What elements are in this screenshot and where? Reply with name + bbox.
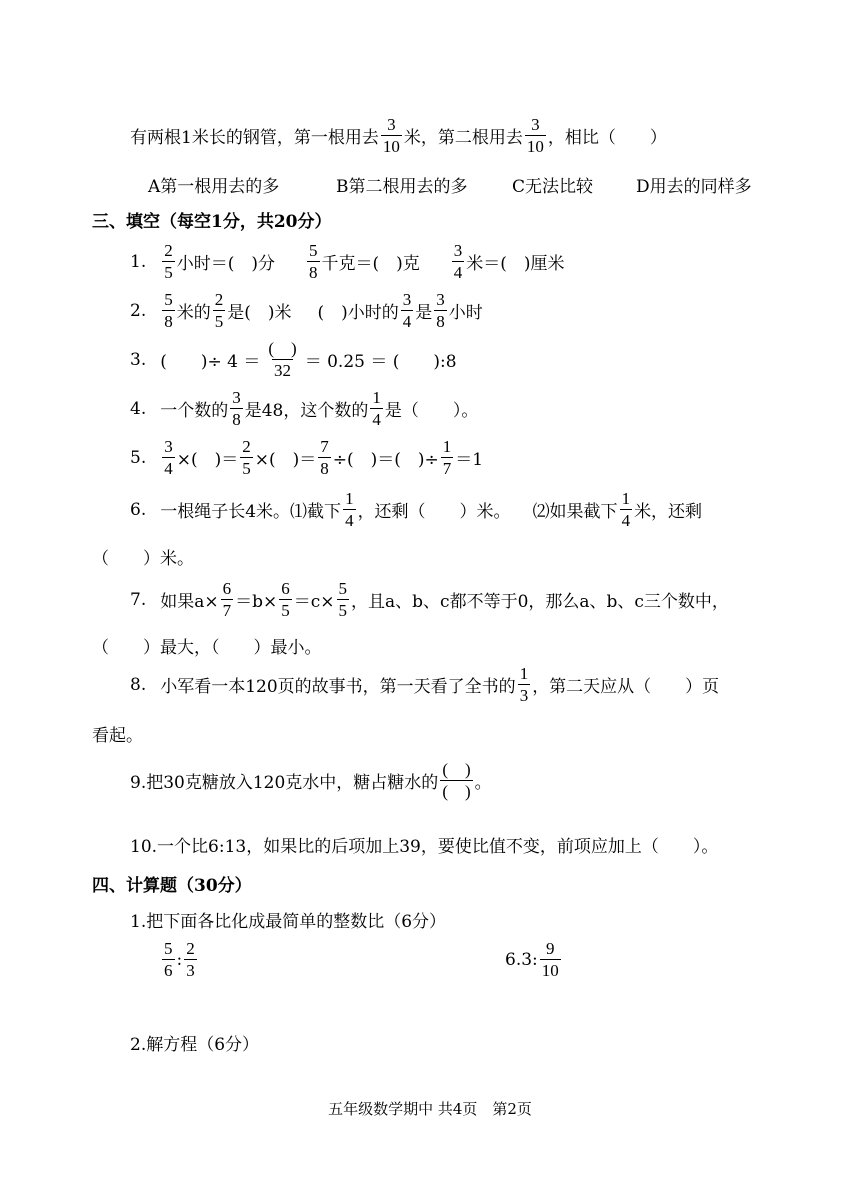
option-d: D用去的同样多 xyxy=(636,177,752,197)
fraction: $\frac{3}{10}$ xyxy=(526,115,544,156)
q3-10: 10.一个比6:13，如果比的后项加上39，要使比值不变，前项应加上（ ）。 xyxy=(130,837,719,857)
fraction: $\frac{7}{8}$ xyxy=(320,437,329,478)
question-prev-options xyxy=(148,172,752,197)
fraction: $\frac{1}{4}$ xyxy=(345,489,354,530)
q-prev-text-a: 有两根1米长的钢管，第一根用去 xyxy=(130,128,379,148)
q3-5: 5. $\frac{3}{4}$ ×( )＝ $\frac{2}{5}$ ×( )＝ $\frac{7}{8}$ ÷( )＝( )÷ $\frac{1}{7}$ ＝1 xyxy=(130,437,484,478)
q4-2-title: 2.解方程（6分） xyxy=(130,1035,260,1055)
option-b: B第二根用去的多 xyxy=(336,177,468,197)
fraction: $\frac{( )}{32}$ xyxy=(268,339,297,380)
section-4-heading: 四、计算题（30分） xyxy=(92,876,252,896)
q3-6: 6. 一根绳子长4米。⑴截下 $\frac{1}{4}$ ，还剩（ ）米。 ⑵如果截下 $\frac{1}{4}$ 米，还剩 xyxy=(130,489,703,530)
q3-1: 1. $\frac{2}{5}$ 小时＝( )分 $\frac{5}{8}$ 千克＝( )克 $\frac{3}{4}$ 米＝( )厘米 xyxy=(130,241,565,282)
q-prev-text-c: ，相比（ ） xyxy=(547,128,667,148)
q-prev-text-b: 米，第二根用去 xyxy=(403,128,523,148)
fraction: $\frac{1}{4}$ xyxy=(621,489,631,530)
option-a: A第一根用去的多 xyxy=(148,177,280,197)
fraction: $\frac{6}{5}$ xyxy=(281,579,290,620)
q4-1-a: $\frac{5}{6}$ : $\frac{2}{3}$ xyxy=(164,939,195,980)
fraction: $\frac{2}{5}$ xyxy=(242,437,251,478)
q4-1-title: 1.把下面各比化成最简单的整数比（6分） xyxy=(130,912,447,932)
fraction: $\frac{( )}{( )}$ xyxy=(442,760,471,801)
fraction: $\frac{9}{10}$ xyxy=(541,939,559,980)
fraction: $\frac{3}{8}$ xyxy=(436,290,445,331)
fraction: $\frac{2}{3}$ xyxy=(186,939,195,980)
option-c: C无法比较 xyxy=(512,177,594,197)
q3-3: 3. ( )÷ 4 ＝ $\frac{( )}{32}$ ＝ 0.25 ＝ ( ):8 xyxy=(130,339,457,380)
fraction: $\frac{5}{5}$ xyxy=(338,579,348,620)
fraction: $\frac{5}{8}$ xyxy=(164,290,173,331)
fraction: $\frac{3}{10}$ xyxy=(382,115,400,156)
fraction: $\frac{5}{8}$ xyxy=(309,241,318,282)
fraction: $\frac{1}{4}$ xyxy=(372,388,381,429)
page-footer: 五年级数学期中 共4页 第2页 xyxy=(328,1100,532,1118)
question-prev xyxy=(130,116,667,155)
q3-6-cont: （ ）米。 xyxy=(92,549,194,569)
section-3-heading: 三、填空（每空1分，共20分） xyxy=(92,212,332,232)
q3-2: 2. $\frac{5}{8}$ 米的 $\frac{2}{5}$ 是( )米 ( )小时的 $\frac{3}{4}$ 是 $\frac{3}{8}$ 小时 xyxy=(130,290,483,331)
q3-8-cont: 看起。 xyxy=(92,726,143,746)
fraction: $\frac{6}{7}$ xyxy=(222,579,232,620)
fraction: $\frac{3}{4}$ xyxy=(402,290,412,331)
fraction: $\frac{3}{4}$ xyxy=(164,437,173,478)
q3-9: 9.把30克糖放入120克水中，糖占糖水的 $\frac{( )}{( )}$ 。 xyxy=(130,760,492,801)
fraction: $\frac{1}{3}$ xyxy=(519,664,529,705)
fraction: $\frac{1}{7}$ xyxy=(442,437,452,478)
q3-7-cont: （ ）最大，（ ）最小。 xyxy=(92,638,322,658)
fraction: $\frac{2}{5}$ xyxy=(214,290,224,331)
fraction: $\frac{5}{6}$ xyxy=(164,939,173,980)
q4-1-b: 6.3: $\frac{9}{10}$ xyxy=(505,939,559,980)
q3-4: 4. 一个数的 $\frac{3}{8}$ 是48，这个数的 $\frac{1}{4}$ 是（ ）。 xyxy=(130,388,479,429)
q3-7: 7. 如果a× $\frac{6}{7}$ ＝b× $\frac{6}{5}$ ＝c× $\frac{5}{5}$ ，且a、b、c都不等于0，那么a、b、c三个数中， xyxy=(130,579,729,620)
fraction: $\frac{3}{4}$ xyxy=(453,241,463,282)
fraction: $\frac{3}{8}$ xyxy=(232,388,241,429)
q3-8: 8. 小军看一本120页的故事书，第一天看了全书的 $\frac{1}{3}$ ，第二天应从（ ）页 xyxy=(130,664,720,705)
fraction: $\frac{2}{5}$ xyxy=(164,241,173,282)
